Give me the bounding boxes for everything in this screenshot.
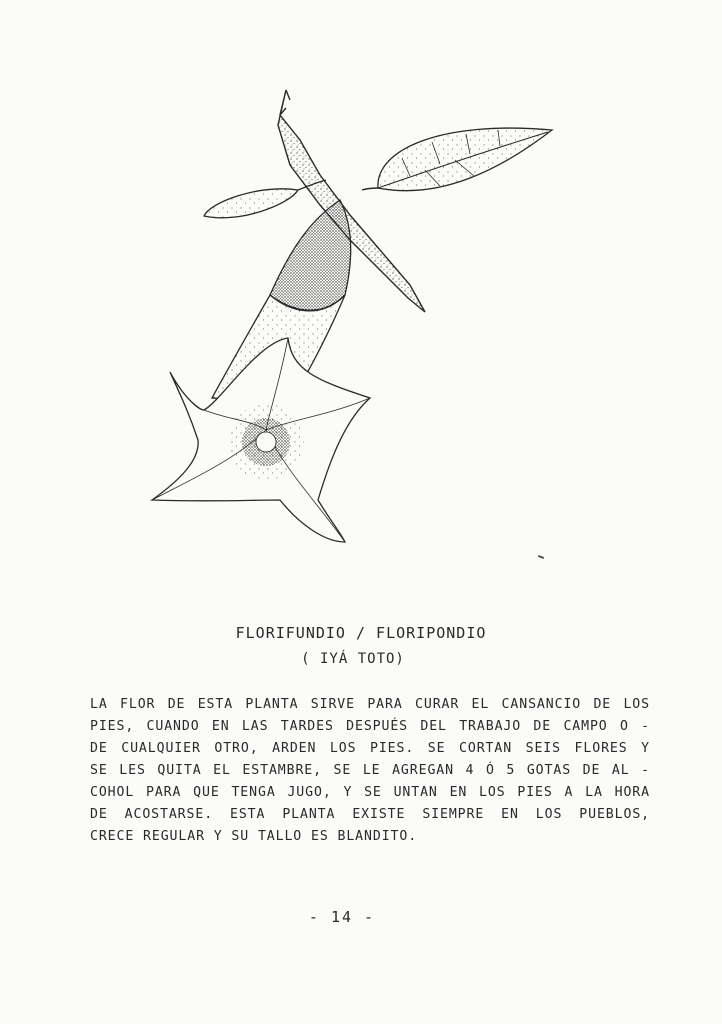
flower-petals-drawing bbox=[152, 338, 370, 542]
page-number: - 14 - bbox=[308, 908, 376, 926]
bud-drawing bbox=[204, 180, 326, 218]
floripondio-illustration bbox=[140, 80, 570, 560]
leaf-drawing bbox=[362, 128, 552, 191]
body-line: PIES, CUANDO EN LAS TARDES DESPUÉS DEL TRABAJO DE CAMPO O - bbox=[90, 719, 650, 734]
body-line: DE ACOSTARSE. ESTA PLANTA EXISTE SIEMPRE EN LOS PUEBLOS, bbox=[90, 807, 650, 822]
document-subtitle: ( IYÁ TOTO) bbox=[301, 651, 405, 667]
body-paragraph bbox=[90, 694, 650, 848]
body-line: LA FLOR DE ESTA PLANTA SIRVE PARA CURAR EL CANSANCIO DE LOS bbox=[90, 697, 650, 712]
document-title: FLORIFUNDIO / FLORIPONDIO bbox=[235, 624, 487, 642]
body-line: CRECE REGULAR Y SU TALLO ES BLANDITO. bbox=[90, 829, 418, 844]
body-line: SE LES QUITA EL ESTAMBRE, SE LE AGREGAN 4 Ó 5 GOTAS DE AL - bbox=[90, 763, 650, 778]
body-line: COHOL PARA QUE TENGA JUGO, Y SE UNTAN EN LOS PIES A LA HORA bbox=[90, 785, 650, 800]
calyx-drawing bbox=[270, 200, 351, 310]
body-line: DE CUALQUIER OTRO, ARDEN LOS PIES. SE CORTAN SEIS FLORES Y bbox=[90, 741, 650, 756]
